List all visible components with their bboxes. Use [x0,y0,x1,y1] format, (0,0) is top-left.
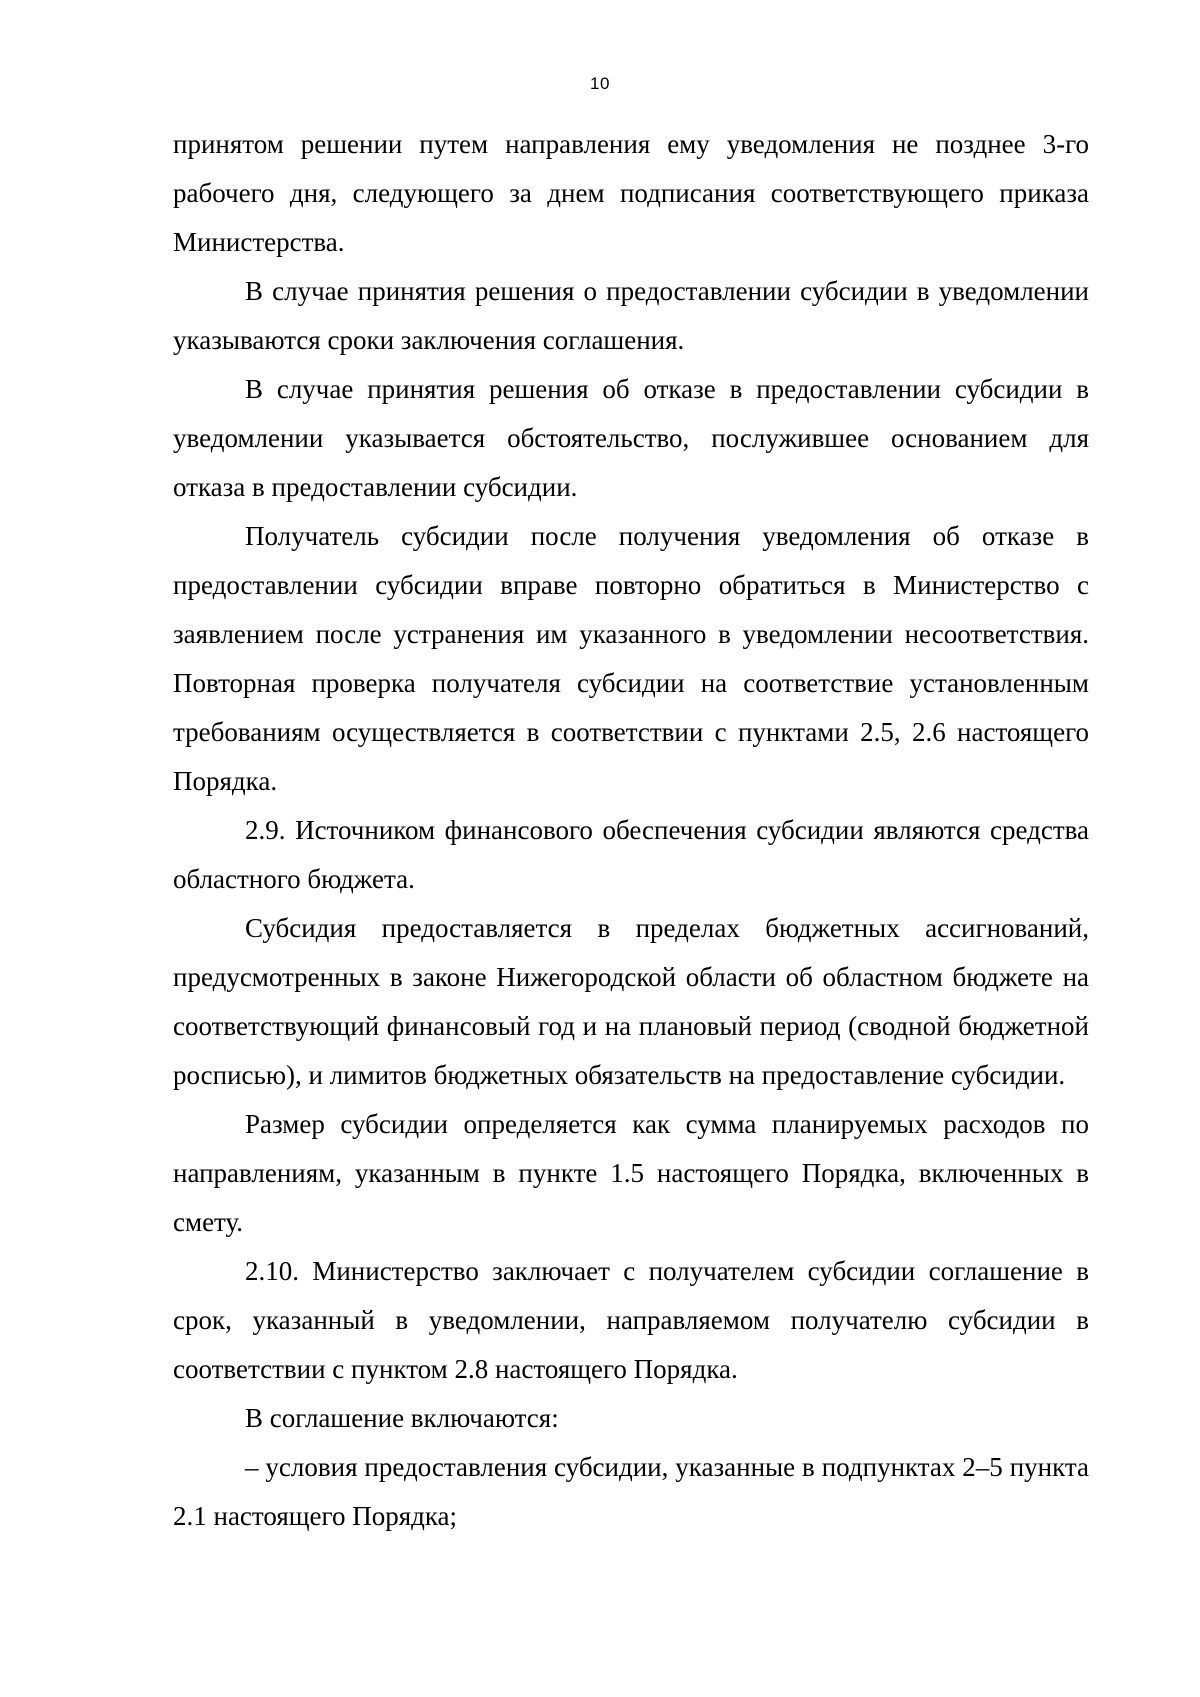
document-body [173,120,1089,1541]
paragraph-refusal-notice: В случае принятия решения об отказе в предоставлении субсидии в уведомлении указывается обстоятельство, послужившее основанием для отказа в предоставлении субсидии. [173,374,1089,502]
paragraph-agreement-includes: В соглашение включаются: [245,1403,559,1433]
page-number: 10 [590,74,610,93]
paragraph-list-item-conditions: – условия предоставления субсидии, указанные в подпунктах 2–5 пункта 2.1 настоящего Порядка; [173,1452,1089,1531]
paragraph-continuation: принятом решении путем направления ему уведомления не позднее 3-го рабочего дня, следующего за днем подписания соответствующего приказа Министерства. [173,129,1089,257]
paragraph-clause-2-10: 2.10. Министерство заключает с получателем субсидии соглашение в срок, указанный в уведомлении, направляемом получателю субсидии в соответствии с пунктом 2.8 настоящего Порядка. [173,1256,1089,1384]
paragraph-budget-limits: Субсидия предоставляется в пределах бюджетных ассигнований, предусмотренных в законе Нижегородской области об областном бюджете на соответствующий финансовый год и на плановый период (сводной бюджетной росписью), и лимитов бюджетных обязательств на предоставление субсидии. [173,913,1089,1090]
paragraph-subsidy-size: Размер субсидии определяется как сумма планируемых расходов по направлениям, указанным в пункте 1.5 настоящего Порядка, включенных в смету. [173,1109,1089,1237]
paragraph-clause-2-9: 2.9. Источником финансового обеспечения субсидии являются средства областного бюджета. [173,815,1089,894]
paragraph-decision-notice: В случае принятия решения о предоставлении субсидии в уведомлении указываются сроки заключения соглашения. [173,276,1089,355]
paragraph-reapplication: Получатель субсидии после получения уведомления об отказе в предоставлении субсидии вправе повторно обратиться в Министерство с заявлением после устранения им указанного в уведомлении несоответствия. Повторная проверка получателя субсидии на соответствие установленным требованиям осуществляется в соответствии с пунктами 2.5, 2.6 настоящего Порядка. [173,521,1089,796]
